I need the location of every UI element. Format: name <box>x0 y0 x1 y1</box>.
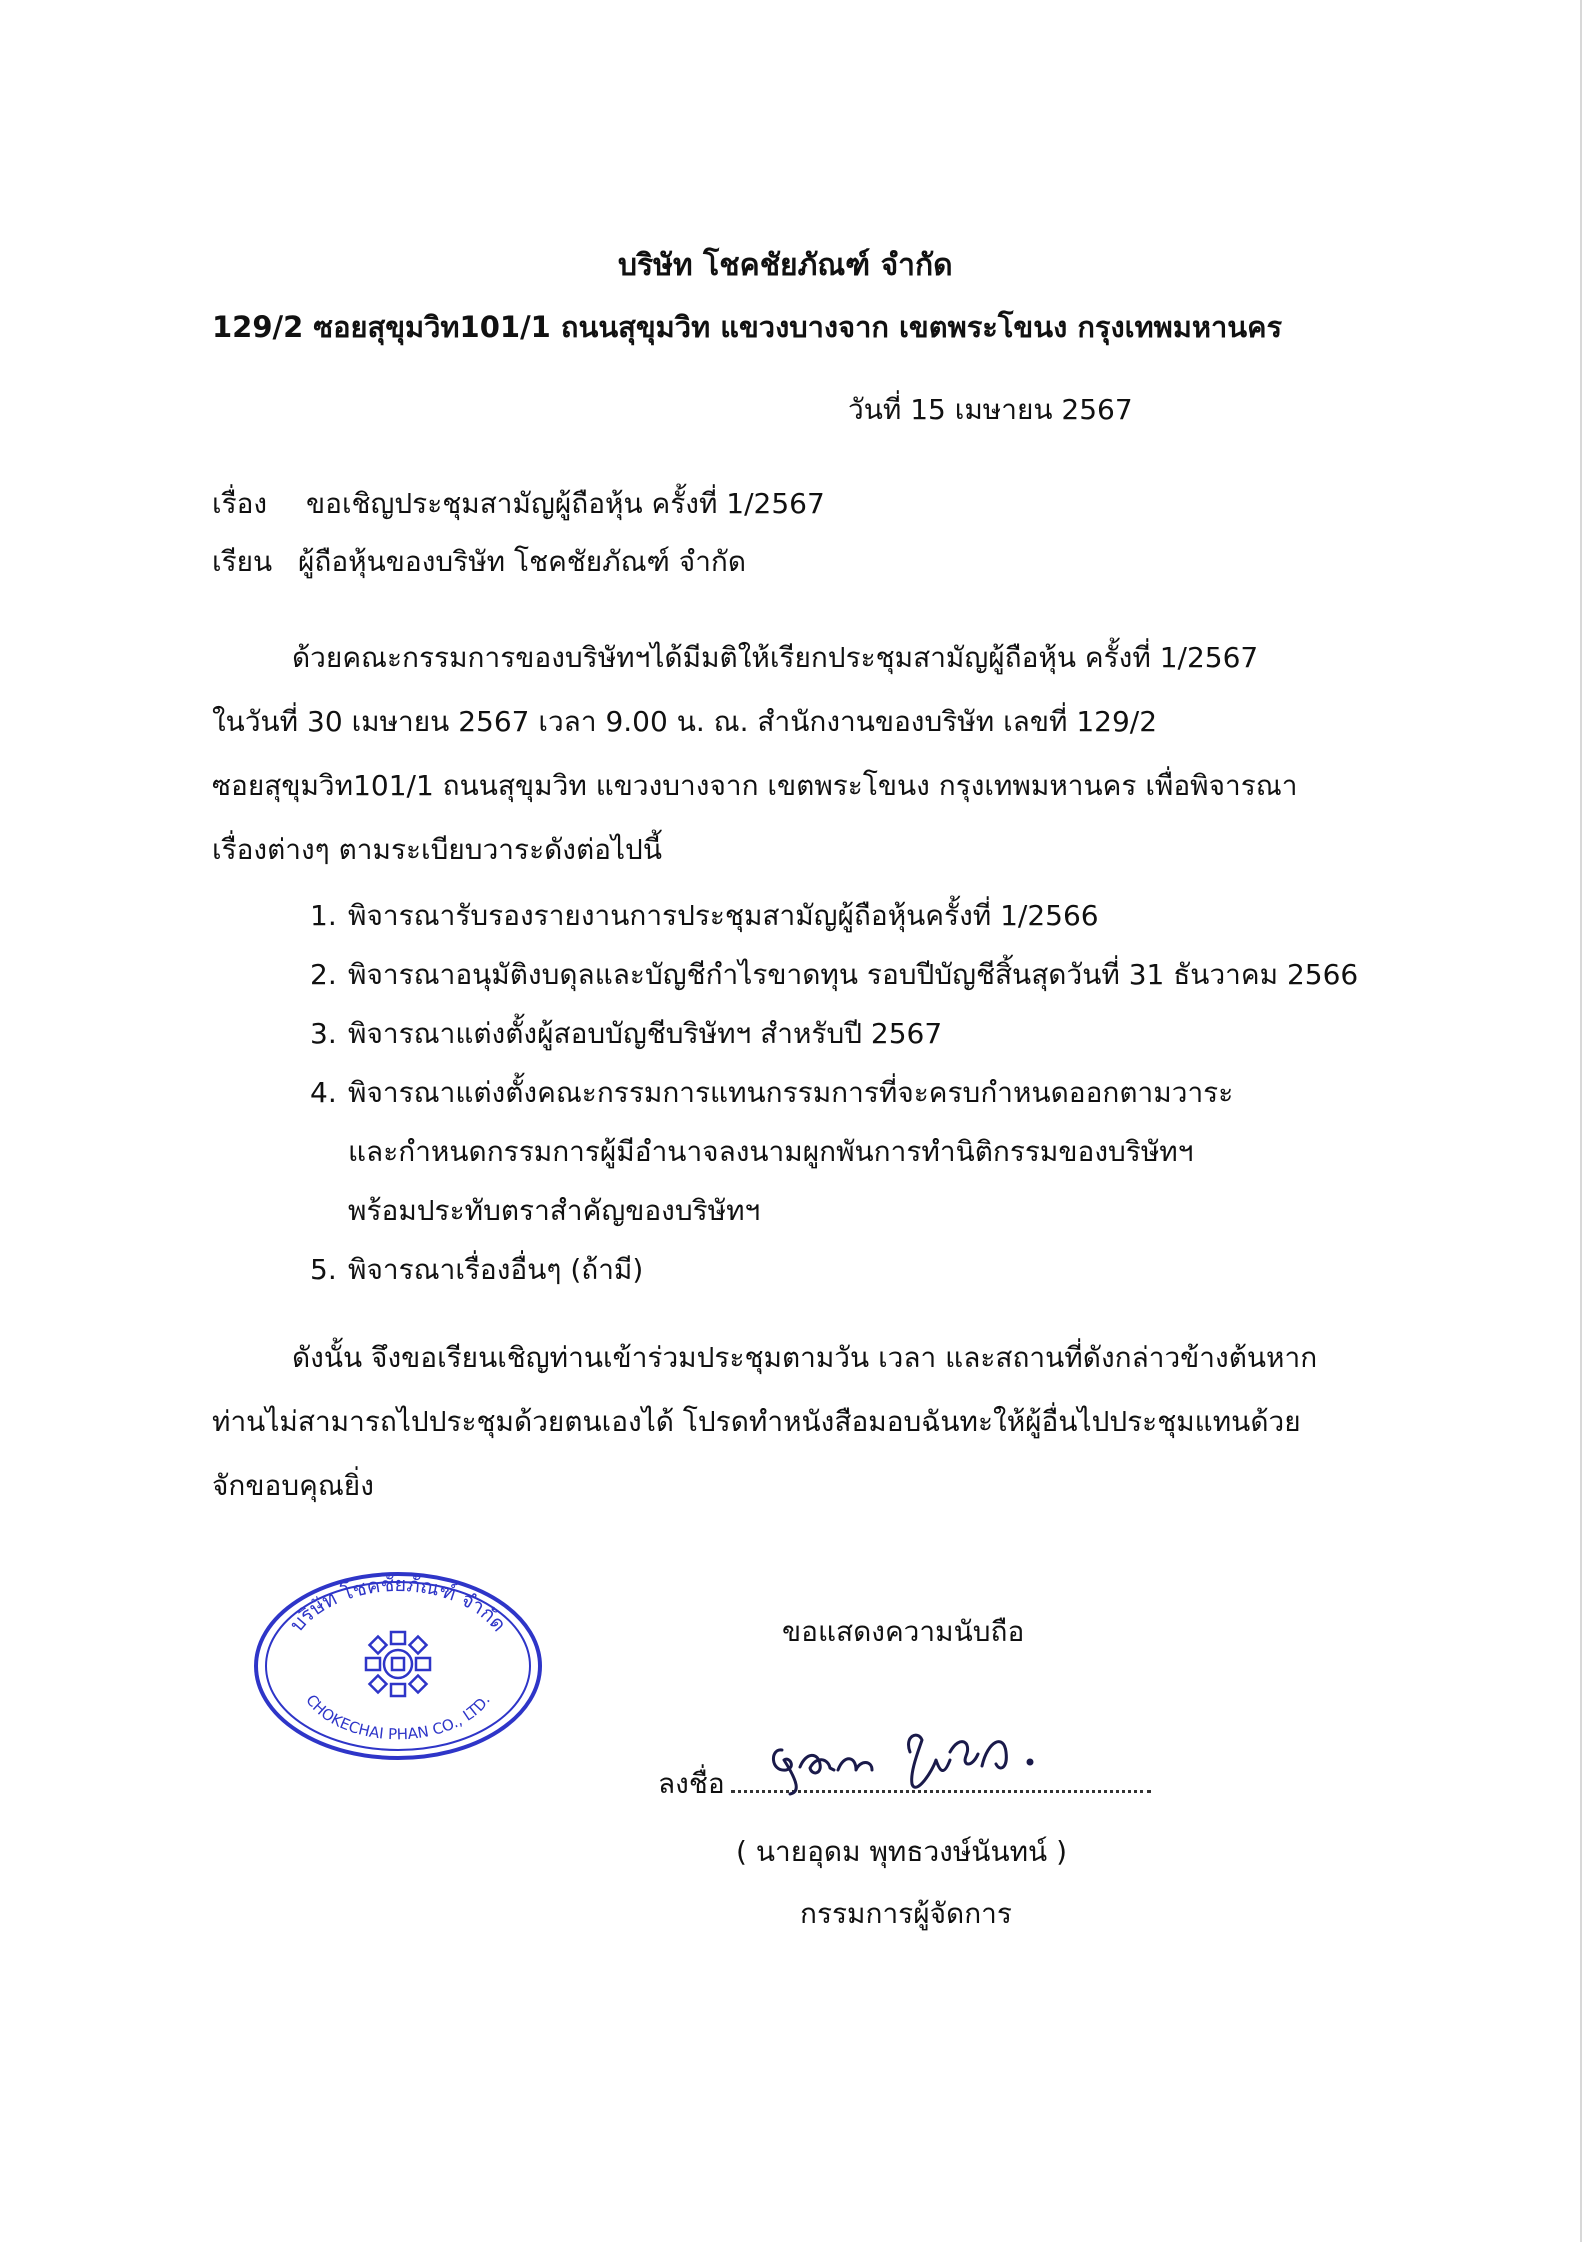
company-address: 129/2 ซอยสุขุมวิท101/1 ถนนสุขุมวิท แขวงบางจาก เขตพระโขนง กรุงเทพมหานคร <box>212 310 1283 344</box>
subject-label: เรื่อง <box>212 487 268 520</box>
intro-line: ในวันที่ 30 เมษายน 2567 เวลา 9.00 น. ณ. สำนักงานของบริษัท เลขที่ 129/2 <box>212 705 1158 738</box>
agenda-text: พิจารณารับรองรายงานการประชุมสามัญผู้ถือหุ้นครั้งที่ 1/2566 <box>348 899 1099 932</box>
signer-name: ( นายอุดม พุทธวงษ์นันทน์ ) <box>736 1835 1068 1868</box>
stamp-thai-text: บริษัท โชคชัยภัณฑ์ จำกัด <box>284 1571 512 1637</box>
subject-text: ขอเชิญประชุมสามัญผู้ถือหุ้น ครั้งที่ 1/2567 <box>306 487 825 520</box>
agenda-number: 2. <box>310 958 337 991</box>
handwritten-signature <box>760 1712 1120 1802</box>
agenda-text: พร้อมประทับตราสำคัญของบริษัทฯ <box>348 1194 761 1227</box>
agenda-text: พิจารณาเรื่องอื่นๆ (ถ้ามี) <box>348 1253 644 1286</box>
intro-line: ด้วยคณะกรรมการของบริษัทฯได้มีมติให้เรียกประชุมสามัญผู้ถือหุ้น ครั้งที่ 1/2567 <box>292 641 1259 674</box>
scan-edge-line <box>1580 0 1582 2242</box>
closing-line: ดังนั้น จึงขอเรียนเชิญท่านเข้าร่วมประชุมตามวัน เวลา และสถานที่ดังกล่าวข้างต้นหาก <box>292 1341 1318 1374</box>
agenda-number: 5. <box>310 1253 337 1286</box>
signer-position: กรรมการผู้จัดการ <box>800 1897 1012 1930</box>
agenda-text: พิจารณาแต่งตั้งคณะกรรมการแทนกรรมการที่จะครบกำหนดออกตามวาระ <box>348 1076 1234 1109</box>
company-name: บริษัท โชคชัยภัณฑ์ จำกัด <box>618 248 953 283</box>
agenda-number: 3. <box>310 1017 337 1050</box>
closing-line: จักขอบคุณยิ่ง <box>212 1469 374 1502</box>
regards-text: ขอแสดงความนับถือ <box>782 1615 1025 1648</box>
agenda-text: และกำหนดกรรมการผู้มีอำนาจลงนามผูกพันการทำนิติกรรมของบริษัทฯ <box>348 1135 1194 1168</box>
recipient-text: ผู้ถือหุ้นของบริษัท โชคชัยภัณฑ์ จำกัด <box>298 545 747 578</box>
agenda-text: พิจารณาแต่งตั้งผู้สอบบัญชีบริษัทฯ สำหรับปี 2567 <box>348 1017 943 1050</box>
stamp-logo-icon <box>366 1632 430 1696</box>
recipient-label: เรียน <box>212 545 273 578</box>
agenda-number: 4. <box>310 1076 337 1109</box>
intro-line: เรื่องต่างๆ ตามระเบียบวาระดังต่อไปนี้ <box>212 833 662 866</box>
closing-paragraph <box>212 1326 1317 1518</box>
company-stamp <box>248 1566 548 1766</box>
sign-label-text: ลงชื่อ <box>658 1767 725 1800</box>
intro-paragraph <box>212 626 1298 882</box>
intro-line: ซอยสุขุมวิท101/1 ถนนสุขุมวิท แขวงบางจาก เขตพระโขนง กรุงเทพมหานคร เพื่อพิจารณา <box>212 769 1298 802</box>
closing-line: ท่านไม่สามารถไปประชุมด้วยตนเองได้ โปรดทำหนังสือมอบฉันทะให้ผู้อื่นไปประชุมแทนด้วย <box>212 1405 1301 1438</box>
letter-date: วันที่ 15 เมษายน 2567 <box>848 393 1133 426</box>
agenda-text: พิจารณาอนุมัติงบดุลและบัญชีกำไรขาดทุน รอบปีบัญชีสิ้นสุดวันที่ 31 ธันวาคม 2566 <box>348 958 1359 991</box>
agenda-number: 1. <box>310 899 337 932</box>
stamp-english-text: CHOKECHAI PHAN CO., LTD. <box>302 1691 494 1744</box>
